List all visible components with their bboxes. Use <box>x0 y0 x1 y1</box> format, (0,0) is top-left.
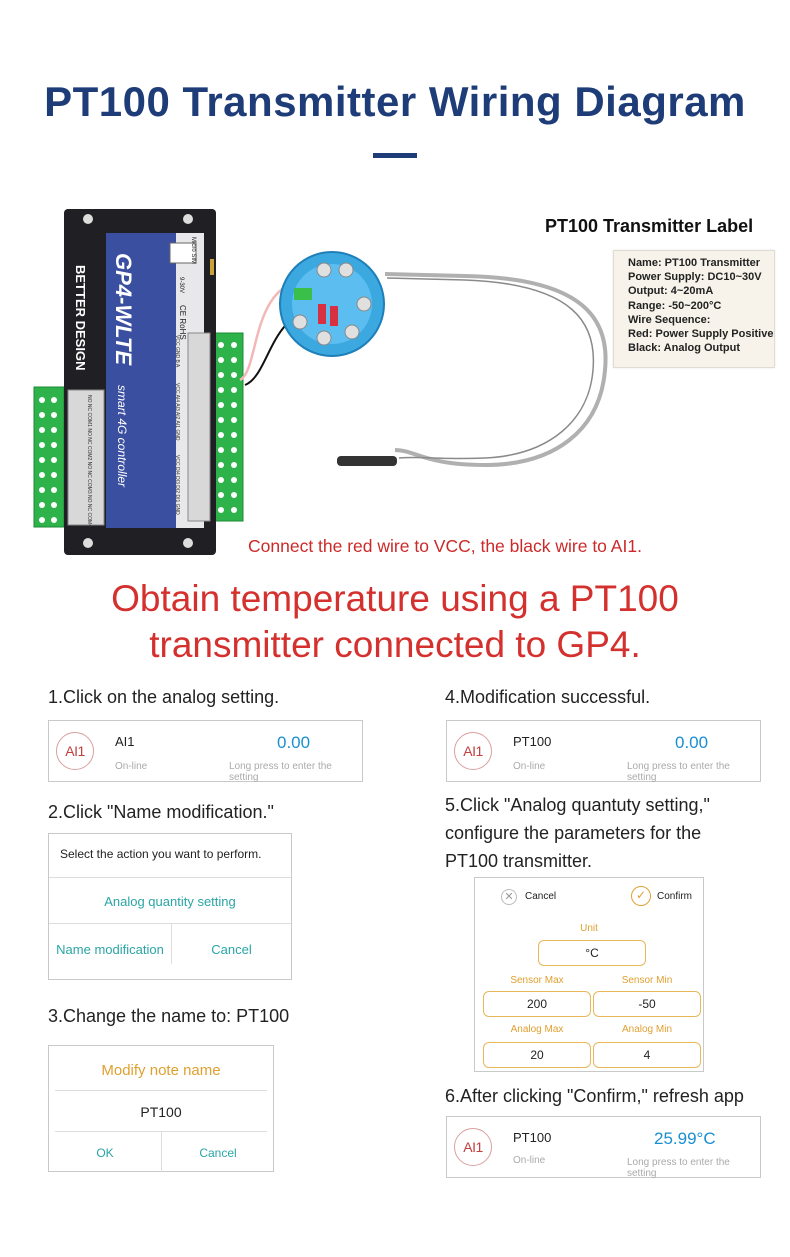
card-name: PT100 <box>513 734 552 749</box>
subtitle-line-1: Obtain temperature using a PT100 <box>111 578 679 619</box>
device-bottom-terminals: VCC DI4 DI3 DI2 DI1 GND <box>174 455 180 515</box>
label-line: Wire Sequence: <box>628 313 711 326</box>
label-line: Black: Analog Output <box>628 342 741 355</box>
step-5-line-1: 5.Click "Analog quantuty setting," <box>445 795 710 815</box>
confirm-button[interactable]: Confirm <box>657 891 693 902</box>
analog-min-label: Analog Min <box>621 1024 673 1035</box>
rename-input[interactable]: PT100 <box>140 1104 182 1120</box>
card-hint: Long press to enter the setting <box>627 1157 730 1179</box>
pt100-probe <box>335 260 615 475</box>
step-6-text: 6.After clicking "Confirm," refresh app <box>445 1086 744 1106</box>
analog-icon: AI1 <box>454 732 492 770</box>
analog-settings-dialog <box>474 877 704 1072</box>
transmitter-label <box>613 250 775 368</box>
device-relay-terminals: NO NC COM1 NO NC COM2 NO NC COM3 NO NC COM4 <box>86 395 92 527</box>
cancel-button[interactable]: Cancel <box>525 891 557 902</box>
step-5-line-3: PT100 transmitter. <box>445 851 593 871</box>
step-5-line-2: configure the parameters for the <box>445 823 702 843</box>
device-card-ai1[interactable] <box>48 720 363 782</box>
device-mid-terminals: VCC AI4 AI3 AI2 AI1 GND <box>174 383 180 441</box>
page-title: PT100 Transmitter Wiring Diagram <box>44 78 746 125</box>
card-name: AI1 <box>115 734 135 749</box>
subtitle-line-2: transmitter connected to GP4. <box>149 624 641 665</box>
card-status: On-line <box>513 761 546 772</box>
step-4-text: 4.Modification successful. <box>445 687 651 707</box>
sensor-max-field[interactable]: 200 <box>483 991 591 1017</box>
label-line: Range: -50~200°C <box>628 299 722 312</box>
card-value: 0.00 <box>277 733 311 752</box>
device-card-pt100[interactable] <box>446 720 761 782</box>
device-cert: CE RoHS <box>178 305 187 340</box>
card-value: 25.99°C <box>654 1129 716 1148</box>
cancel-button[interactable]: Cancel <box>199 1146 237 1160</box>
left-terminal-block <box>34 387 64 527</box>
device-top-terminals: VCC GND B A <box>174 335 180 368</box>
analog-max-field[interactable]: 20 <box>483 1042 591 1068</box>
card-value: 0.00 <box>675 733 709 752</box>
subtitle <box>0 576 790 668</box>
step-1-text: 1.Click on the analog setting. <box>48 687 280 707</box>
analog-max-label: Analog Max <box>510 1024 564 1035</box>
device-brand: BETTER DESIGN <box>73 265 88 371</box>
action-prompt: Select the action you want to perform. <box>60 847 262 861</box>
analog-icon: AI1 <box>56 732 94 770</box>
step-2-text: 2.Click "Name modification." <box>48 802 274 822</box>
sensor-min-field[interactable]: -50 <box>593 991 701 1017</box>
device-card-pt100-refreshed[interactable] <box>446 1116 761 1178</box>
label-heading: PT100 Transmitter Label <box>545 216 754 236</box>
analog-min-field[interactable]: 4 <box>593 1042 701 1068</box>
sensor-max-label: Sensor Max <box>510 975 564 986</box>
card-status: On-line <box>115 761 148 772</box>
sensor-min-label: Sensor Min <box>621 975 673 986</box>
analog-icon: AI1 <box>454 1128 492 1166</box>
title-underline <box>373 153 417 158</box>
name-modification-button[interactable]: Name modification <box>56 942 164 957</box>
step-5-text <box>445 791 710 875</box>
step-3-text: 3.Change the name to: PT100 <box>48 1006 290 1026</box>
card-name: PT100 <box>513 1130 552 1145</box>
label-line: Power Supply: DC10~30V <box>628 271 762 284</box>
rename-title: Modify note name <box>101 1062 221 1079</box>
card-hint: Long press to enter the setting <box>627 761 730 783</box>
ok-button[interactable]: OK <box>96 1146 114 1160</box>
device-model: GP4-WLTE <box>111 253 136 366</box>
rename-dialog <box>48 1045 274 1172</box>
card-status: On-line <box>513 1155 546 1166</box>
unit-label: Unit <box>580 923 598 934</box>
label-line: Red: Power Supply Positive <box>628 328 774 341</box>
cancel-button[interactable]: Cancel <box>211 942 252 957</box>
label-line: Name: PT100 Transmitter <box>628 257 761 269</box>
connect-note: Connect the red wire to VCC, the black wire to AI1. <box>248 536 642 556</box>
action-dialog <box>48 833 292 980</box>
card-hint: Long press to enter the setting <box>229 761 332 783</box>
device-tagline: smart 4G controller <box>115 385 129 488</box>
analog-setting-option[interactable]: Analog quantity setting <box>104 894 236 909</box>
close-icon[interactable]: ✕ <box>501 889 517 905</box>
unit-field[interactable]: °C <box>538 940 646 966</box>
check-icon[interactable]: ✓ <box>631 886 651 906</box>
device-power-label: 9-30V <box>178 277 184 294</box>
label-line: Output: 4~20mA <box>628 285 714 298</box>
device-sim-label: Micro SIM <box>190 237 196 264</box>
